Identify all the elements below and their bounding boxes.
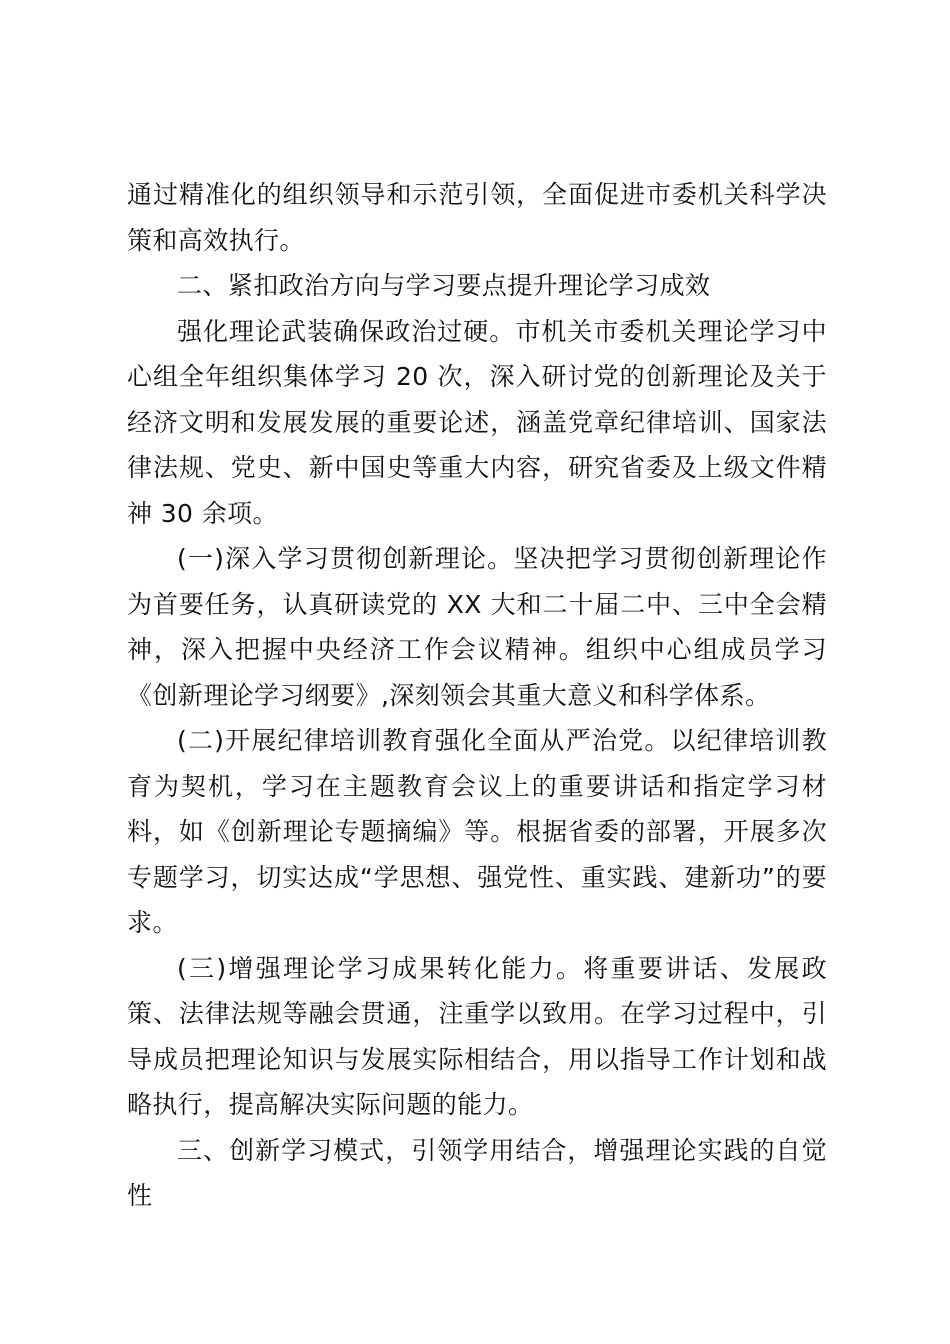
section-heading-2: 二、紧扣政治方向与学习要点提升理论学习成效 (177, 271, 711, 300)
section-heading-3: 三、创新学习模式，引领学用结合，增强理论实践的自觉性 (127, 1135, 827, 1210)
paragraph-item-2: (二)开展纪律培训教育强化全面从严治党。以纪律培训教育为契机，学习在主题教育会议上的重要讲话和指定学习材料，如《创新理论专题摘编》等。根据省委的部署，开展多次专题学习，切实达成“学思想、强党性、重实践、建新功”的要求。 (127, 726, 827, 937)
paragraph-continuation: 通过精准化的组织领导和示范引领，全面促进市委机关科学决策和高效执行。 (127, 180, 827, 255)
document-body (127, 172, 827, 1219)
paragraph-item-3: (三)增强理论学习成果转化能力。将重要讲话、发展政策、法律法规等融会贯通，注重学以致用。在学习过程中，引导成员把理论知识与发展实际相结合，用以指导工作计划和战略执行，提高解决实际问题的能力。 (127, 953, 827, 1119)
paragraph-item-1: (一)深入学习贯彻创新理论。坚决把学习贯彻创新理论作为首要任务，认真研读党的 XX 大和二十届二中、三中全会精神，深入把握中央经济工作会议精神。组织中心组成员学习《创新理论学习纲要》,深刻领会其重大意义和科学体系。 (127, 544, 827, 710)
paragraph-theory-armament: 强化理论武装确保政治过硬。市机关市委机关理论学习中心组全年组织集体学习 20 次，深入研讨党的创新理论及关于经济文明和发展发展的重要论述，涵盖党章纪律培训、国家法律法规、党史、新中国史等重大内容，研究省委及上级文件精神 30 余项。 (127, 316, 827, 528)
